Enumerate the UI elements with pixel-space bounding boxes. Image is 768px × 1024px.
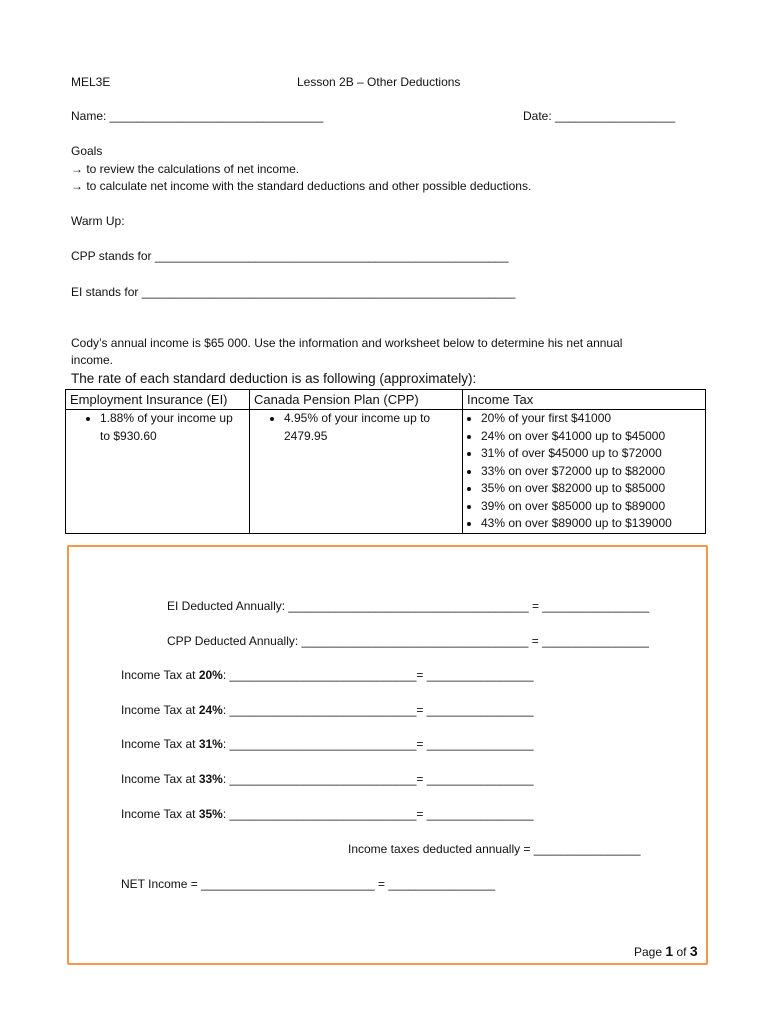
cpp-rate-cell: [250, 410, 463, 534]
ei-stands-for-line: EI stands for ________________________________________________________: [71, 285, 516, 299]
scenario-text: Cody’s annual income is $65 000. Use the information and worksheet below to determine his net annual: [71, 336, 623, 350]
rate-intro: The rate of each standard deduction is as following (approximately):: [71, 371, 477, 386]
tax-rate: 24%: [198, 703, 223, 717]
page-current: 1: [665, 943, 674, 959]
income-tax-cell: [463, 410, 706, 534]
ei-rate-cell: [66, 410, 250, 534]
tax-bracket: • 33% on over $72000 up to $82000: [481, 463, 701, 481]
income-tax-label: Income Tax at: [121, 807, 199, 821]
tax-bracket: • 35% on over $82000 up to $85000: [481, 480, 701, 498]
page-number: [634, 943, 698, 959]
income-tax-line: [121, 807, 534, 822]
tax-rate: 35%: [198, 807, 223, 821]
answer-blank: : ____________________________= ________________: [222, 737, 534, 751]
income-tax-label: Income Tax at: [121, 668, 199, 682]
tax-bracket: • 31% of over $45000 up to $72000: [481, 445, 701, 463]
ei-deducted-line: EI Deducted Annually: ____________________________________ = ________________: [167, 599, 650, 613]
warm-up-heading: Warm Up:: [71, 214, 125, 228]
goal-item: → to calculate net income with the standard deductions and other possible deductions.: [71, 179, 532, 193]
income-tax-header: Income Tax: [463, 390, 706, 410]
cpp-stands-for-line: CPP stands for _____________________________________________________: [71, 249, 509, 263]
scenario-text-cont: income.: [71, 353, 114, 367]
tax-rate: 31%: [198, 737, 223, 751]
answer-blank: : ____________________________= ________________: [222, 668, 534, 682]
income-tax-line: [121, 772, 534, 787]
course-code: MEL3E: [71, 75, 111, 89]
tax-bracket: • 39% on over $85000 up to $89000: [481, 498, 701, 516]
tax-bracket: • 20% of your first $41000: [481, 410, 701, 428]
table-row: [66, 410, 706, 534]
answer-blank: : ____________________________= ________________: [222, 703, 534, 717]
table-header-row: [66, 390, 706, 410]
cpp-header: Canada Pension Plan (CPP): [250, 390, 463, 410]
income-tax-line: [121, 703, 534, 718]
total-tax-line: Income taxes deducted annually = ________________: [348, 842, 641, 856]
deduction-rates-table: [65, 389, 706, 534]
income-tax-label: Income Tax at: [121, 737, 199, 751]
answer-blank: : ____________________________= ________________: [222, 772, 534, 786]
goals-heading: Goals: [71, 144, 103, 158]
income-tax-line: [121, 737, 534, 752]
net-income-line: NET Income = __________________________ = ________________: [121, 877, 496, 891]
cpp-rate: • 4.95% of your income up to 2479.95: [284, 410, 458, 445]
income-tax-label: Income Tax at: [121, 703, 199, 717]
ei-header: Employment Insurance (EI): [66, 390, 250, 410]
tax-rate: 20%: [198, 668, 223, 682]
tax-bracket: • 43% on over $89000 up to $139000: [481, 515, 701, 533]
income-tax-line: [121, 668, 534, 683]
lesson-title: Lesson 2B – Other Deductions: [297, 75, 461, 89]
page-of-label: of: [673, 945, 690, 959]
ei-rate: • 1.88% of your income up to $930.60: [100, 410, 245, 445]
tax-rate: 33%: [198, 772, 223, 786]
tax-bracket: • 24% on over $41000 up to $45000: [481, 428, 701, 446]
answer-blank: : ____________________________= ________________: [222, 807, 534, 821]
cpp-deducted-line: CPP Deducted Annually: __________________________________ = ________________: [167, 634, 649, 648]
goal-item: → to review the calculations of net income.: [71, 162, 300, 176]
page-total: 3: [689, 943, 698, 959]
date-field-line: Date: __________________: [523, 109, 676, 123]
income-tax-label: Income Tax at: [121, 772, 199, 786]
name-field-line: Name: ________________________________: [71, 109, 324, 123]
page-label: Page: [634, 945, 666, 959]
